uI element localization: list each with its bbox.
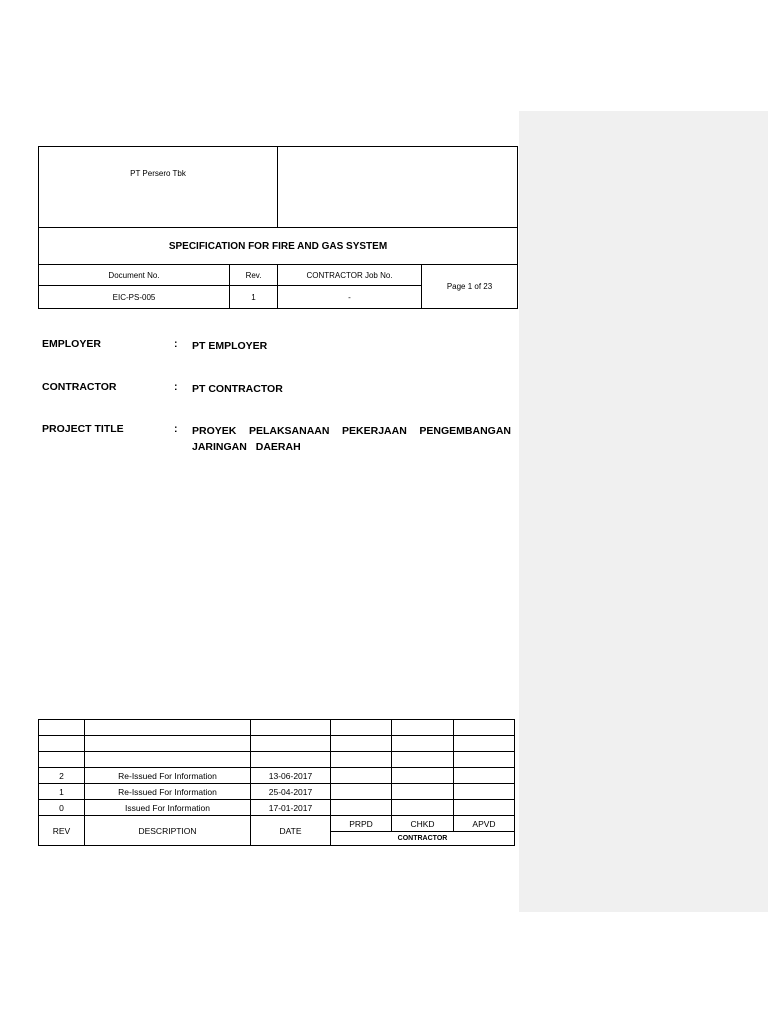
contractor-job-value: - — [278, 286, 422, 308]
colon: : — [174, 423, 178, 435]
colon: : — [174, 381, 178, 393]
rev-label: Rev. — [230, 265, 278, 286]
description-header: DESCRIPTION — [85, 816, 251, 846]
table-row — [39, 800, 515, 816]
rev-header: REV — [39, 816, 85, 846]
contractor-header: CONTRACTOR — [331, 832, 515, 846]
revision-table — [38, 719, 515, 846]
employer-label: EMPLOYER — [42, 338, 101, 350]
rev-cell: 2 — [39, 768, 85, 784]
project-title-value: PROYEK PELAKSANAAN PEKERJAAN PENGEMBANGAN JARINGAN DAERAH — [192, 425, 511, 453]
document-header — [38, 146, 518, 309]
document-no-value: EIC-PS-005 — [39, 286, 230, 308]
chkd-header: CHKD — [392, 816, 454, 832]
header-top-row — [39, 147, 517, 228]
company-name: PT Persero Tbk — [39, 147, 278, 227]
contractor-row — [42, 381, 512, 397]
rev-cell: 1 — [39, 784, 85, 800]
table-row — [39, 720, 515, 736]
contractor-value: PT CONTRACTOR — [192, 383, 283, 395]
document-info-grid — [39, 265, 517, 308]
date-header: DATE — [251, 816, 331, 846]
project-title-row — [42, 423, 512, 457]
project-title-label: PROJECT TITLE — [42, 423, 124, 435]
employer-row — [42, 338, 512, 354]
page-number: Page 1 of 23 — [446, 282, 493, 291]
table-row — [39, 736, 515, 752]
description-cell: Issued For Information — [85, 800, 251, 816]
contractor-job-label: CONTRACTOR Job No. — [278, 265, 422, 286]
apvd-header: APVD — [454, 816, 515, 832]
document-no-label: Document No. — [39, 265, 230, 286]
description-cell: Re-Issued For Information — [85, 768, 251, 784]
table-row — [39, 752, 515, 768]
header-row — [39, 816, 515, 832]
date-cell: 25-04-2017 — [251, 784, 331, 800]
description-cell: Re-Issued For Information — [85, 784, 251, 800]
table-row — [39, 768, 515, 784]
table-row — [39, 784, 515, 800]
colon: : — [174, 338, 178, 350]
rev-value: 1 — [230, 286, 278, 308]
date-cell: 17-01-2017 — [251, 800, 331, 816]
document-title: SPECIFICATION FOR FIRE AND GAS SYSTEM — [39, 228, 517, 265]
date-cell: 13-06-2017 — [251, 768, 331, 784]
rev-cell: 0 — [39, 800, 85, 816]
prpd-header: PRPD — [331, 816, 392, 832]
employer-value: PT EMPLOYER — [192, 340, 268, 352]
comment-pane — [519, 111, 768, 912]
contractor-label: CONTRACTOR — [42, 381, 117, 393]
